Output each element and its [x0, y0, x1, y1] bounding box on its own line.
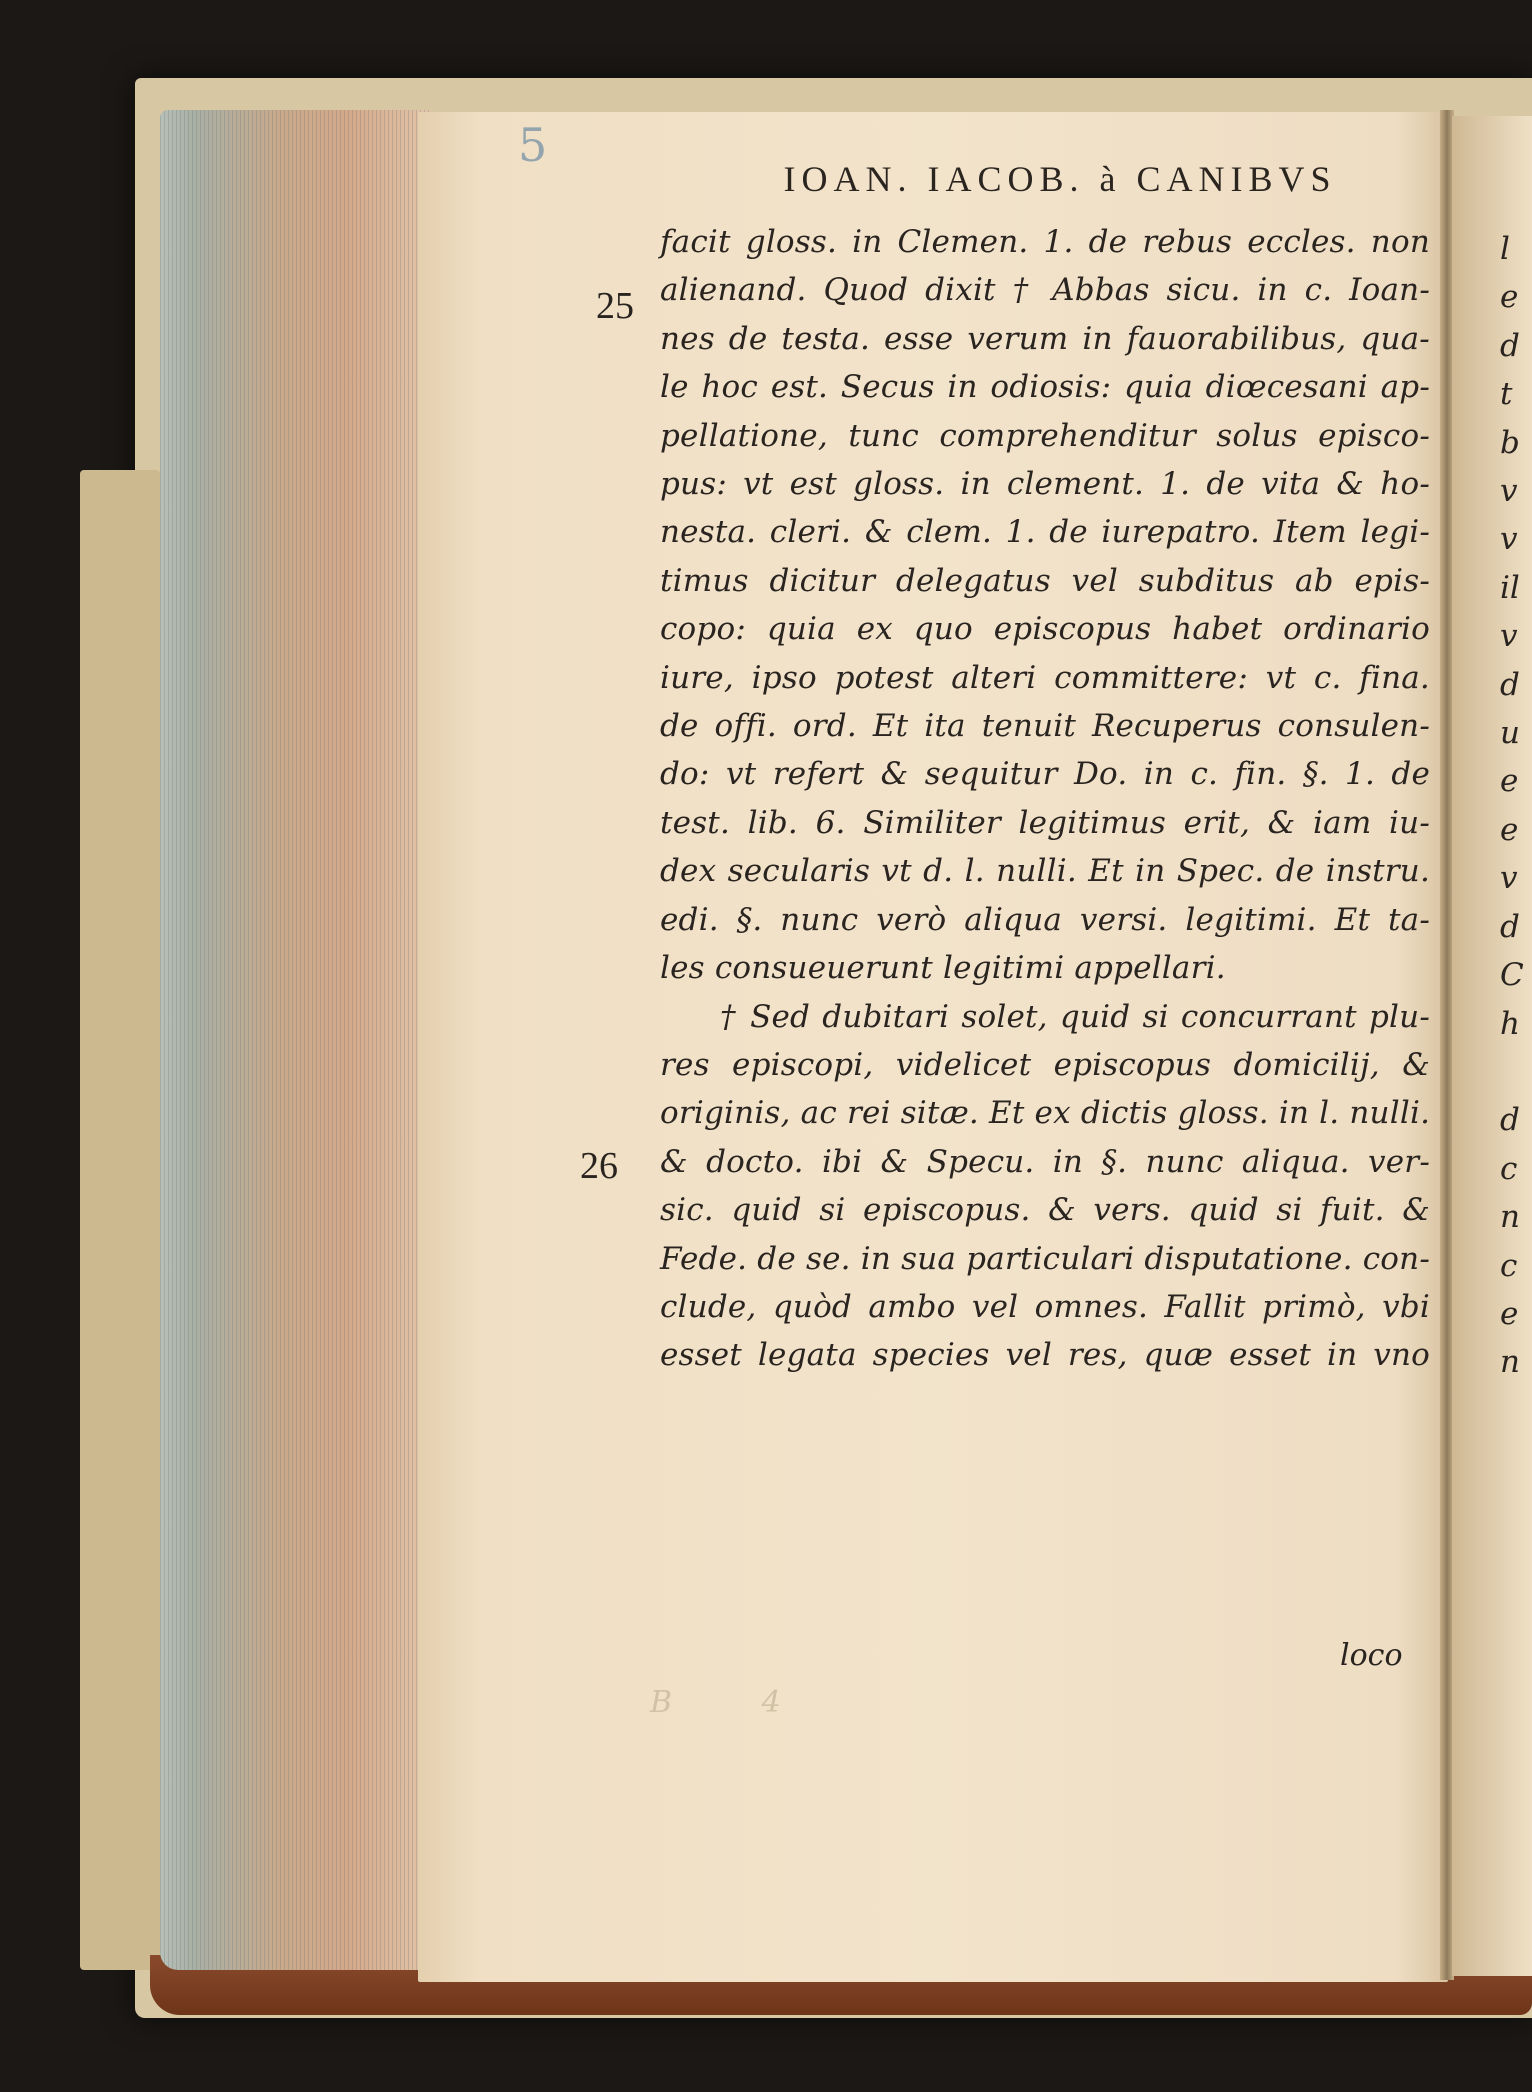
- text-line: le hoc est. Secus in odiosis: quia diœcesani ap-: [660, 369, 1430, 406]
- text-line: nesta. cleri. & clem. 1. de iurepatro. Item legi-: [660, 514, 1430, 551]
- facing-letter: c: [1500, 1150, 1518, 1187]
- text-line: alienand. Quod dixit † Abbas sicu. in c. Ioan-: [660, 272, 1430, 309]
- text-line: dex secularis vt d. l. nulli. Et in Spec. de instru.: [660, 853, 1430, 890]
- text-line: edi. §. nunc verò aliqua versi. legitimi. Et ta-: [660, 901, 1430, 938]
- facing-letter: e: [1500, 811, 1519, 848]
- facing-letter: [1500, 1048, 1532, 1096]
- text-line: do: vt refert & sequitur Do. in c. fin. §. 1. de: [660, 756, 1430, 793]
- facing-letter: d: [1500, 1102, 1520, 1139]
- facing-letter: v: [1500, 521, 1518, 558]
- facing-letter: C: [1500, 957, 1524, 994]
- facing-letter: v: [1500, 860, 1518, 897]
- text-line: † Sed dubitari solet, quid si concurrant plu-: [720, 998, 1430, 1035]
- catchword: loco: [1340, 1638, 1403, 1673]
- facing-letter: n: [1500, 1199, 1520, 1236]
- body-text: [660, 218, 1430, 1380]
- facing-letter: e: [1500, 1295, 1519, 1332]
- cover-flap: [80, 470, 160, 1970]
- facing-letter: c: [1500, 1247, 1518, 1284]
- text-line: originis, ac rei sitæ. Et ex dictis gloss. in l. nulli.: [660, 1095, 1431, 1132]
- text-line: nes de testa. esse verum in fauorabilibus, qua-: [660, 320, 1430, 357]
- facing-letter: v: [1500, 618, 1518, 655]
- facing-page-letters: [1500, 225, 1532, 1387]
- text-line: & docto. ibi & Specu. in §. nunc aliqua. ver-: [660, 1143, 1430, 1180]
- text-line: Fede. de se. in sua particulari disputatione. con-: [660, 1240, 1430, 1277]
- facing-letter: e: [1500, 763, 1519, 800]
- text-line: iure, ipso potest alteri committere: vt c. fina.: [660, 659, 1430, 696]
- facing-letter: n: [1500, 1344, 1520, 1381]
- facing-letter: h: [1500, 1005, 1520, 1042]
- facing-letter: t: [1500, 376, 1513, 413]
- margin-number-26: 26: [580, 1145, 618, 1187]
- text-line: pus: vt est gloss. in clement. 1. de vita & ho-: [660, 466, 1430, 503]
- text-line: timus dicitur delegatus vel subditus ab epis-: [660, 562, 1430, 599]
- show-through-signature: B 4: [650, 1685, 821, 1720]
- text-line: facit gloss. in Clemen. 1. de rebus eccles. non: [660, 224, 1430, 260]
- facing-letter: d: [1500, 908, 1520, 945]
- running-head: IOAN. IACOB. à CANIBVS: [783, 159, 1337, 199]
- text-line: de offi. ord. Et ita tenuit Recuperus consulen-: [660, 708, 1430, 745]
- facing-letter: u: [1500, 715, 1520, 752]
- pencil-mark: 5: [518, 118, 548, 172]
- text-line: les consueuerunt legitimi appellari.: [660, 950, 1226, 987]
- text-line: sic. quid si episcopus. & vers. quid si fuit. &: [660, 1192, 1430, 1229]
- text-line: esset legata species vel res, quæ esset in vno: [660, 1337, 1430, 1374]
- facing-letter: il: [1500, 569, 1520, 606]
- facing-letter: v: [1500, 473, 1518, 510]
- text-line: test. lib. 6. Similiter legitimus erit, & iam iu-: [660, 804, 1430, 841]
- text-line: pellatione, tunc comprehenditur solus episco-: [660, 417, 1430, 454]
- text-line: res episcopi, videlicet episcopus domicilij, &: [660, 1046, 1430, 1083]
- facing-letter: b: [1500, 424, 1520, 461]
- margin-number-25: 25: [596, 285, 634, 327]
- facing-letter: e: [1500, 279, 1519, 316]
- text-line: clude, quòd ambo vel omnes. Fallit primò, vbi: [660, 1288, 1430, 1325]
- facing-letter: d: [1500, 327, 1520, 364]
- facing-letter: d: [1500, 666, 1520, 703]
- page-fore-edge: [160, 110, 430, 1970]
- facing-letter: l: [1500, 231, 1510, 267]
- text-line: copo: quia ex quo episcopus habet ordinario: [660, 611, 1430, 648]
